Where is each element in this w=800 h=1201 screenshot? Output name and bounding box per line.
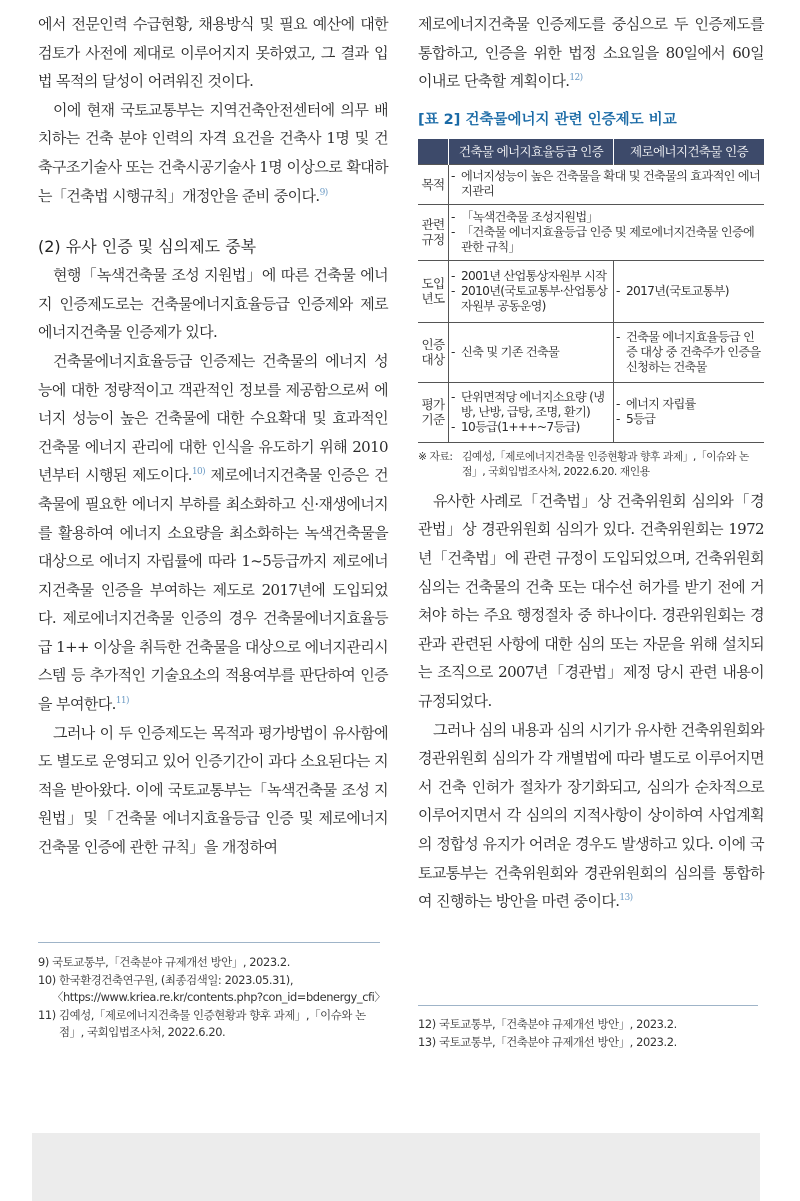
footnote: 10) 한국환경건축연구원, (최종검색일: 2023.05.31), bbox=[38, 972, 294, 987]
paragraph: 건축물에너지효율등급 인증제는 건축물의 에너지 성능에 대한 정량적이고 객관적인 정보를 제공함으로써 에너지 성능이 높은 건축물에 대한 수요확대 및 효과적인 건축물 에너지 관리에 대한 인식을 유도하기 위해 2010년부터 시행된 제도이다.$^{10)}$ 제로에너지건축물 인증은 건축물에 필요한 에너지 부하를 최소화하고 신·재생에너지를 활용하여 에너지 소요량을 최소화하는 녹색건축물을 대상으로 에너지 자립률에 따라 1~5등급까지 제로에너지건축물 인증을 부여하는 제도로 2017년에 도입되었다. 제로에너지건축물 인증의 경우 건축물에너지효율등급 1++ 이상을 취득한 건축물을 대상으로 에너지관리시스템 등 추가적인 기술요소의 적용여부를 판단하여 인증을 부여한다.$^{11)}$ bbox=[38, 351, 389, 714]
paragraph: 에서 전문인력 수급현황, 채용방식 및 필요 예산에 대한 검토가 사전에 제대로 이루어지지 못하였고, 그 결과 입법 목적의 달성이 어려워진 것이다. bbox=[38, 15, 388, 91]
footnote: 13) 국토교통부,「건축분야 규제개선 방안」, 2023.2. bbox=[418, 1034, 677, 1049]
table-cell: - 2001년 산업통상자원부 시작 - 2010년(국토교통부·산업통상자원부 공동운영) bbox=[449, 260, 614, 322]
paragraph: 현행「녹색건축물 조성 지원법」에 따른 건축물 에너지 인증제도로는 건축물에너지효율등급 인증제와 제로에너지건축물 인증제가 있다. bbox=[38, 266, 388, 342]
comparison-table bbox=[418, 139, 764, 443]
footnote-url[interactable]: 〈https://www.kriea.re.kr/contents.php?con_id=bdenergy_cfi〉 bbox=[52, 990, 386, 1004]
section-title: (2) 유사 인증 및 심의제도 중복 bbox=[38, 237, 257, 257]
footnote-ref[interactable]: 13) bbox=[619, 893, 633, 904]
table-row bbox=[418, 164, 764, 204]
right-column bbox=[418, 10, 764, 916]
table-row bbox=[418, 382, 764, 442]
footnote-divider bbox=[38, 942, 380, 943]
row-label: 목적 bbox=[418, 164, 449, 204]
table-cell: - 에너지 자립률 - 5등급 bbox=[614, 382, 765, 442]
footnotes-right bbox=[418, 1016, 764, 1051]
footnote: 9) 국토교통부,「건축분야 규제개선 방안」, 2023.2. bbox=[38, 955, 290, 969]
table-header-row bbox=[418, 139, 764, 165]
table-row bbox=[418, 260, 764, 322]
row-label: 인증 대상 bbox=[418, 322, 449, 382]
paragraph: 제로에너지건축물 인증제도를 중심으로 두 인증제도를 통합하고, 인증을 위한 법정 소요일을 80일에서 60일 이내로 단축할 계획이다.$^{12)}$ bbox=[418, 15, 764, 91]
footnote-ref[interactable]: 12) bbox=[569, 73, 583, 84]
table-cell: - 2017년(국토교통부) bbox=[614, 260, 765, 322]
table-header-cell: 제로에너지건축물 인증 bbox=[614, 139, 765, 165]
row-label: 관련 규정 bbox=[418, 204, 449, 260]
left-column bbox=[38, 10, 388, 862]
footnote-ref[interactable]: 11) bbox=[115, 696, 129, 707]
table-row bbox=[418, 204, 764, 260]
bottom-panel bbox=[32, 1133, 760, 1201]
table-cell: - 신축 및 기존 건축물 bbox=[449, 322, 614, 382]
paragraph: 이에 현재 국토교통부는 지역건축안전센터에 의무 배치하는 건축 분야 인력의 자격 요건을 건축사 1명 및 건축구조기술사 또는 건축시공기술사 1명 이상으로 확대하는「건축법 시행규칙」개정안을 준비 중이다.$^{9)}$ bbox=[38, 100, 388, 205]
footnote-ref[interactable]: 9) bbox=[319, 187, 328, 198]
table-title: [표 2] 건축물에너지 관련 인증제도 비교 bbox=[418, 111, 677, 128]
row-label: 도입 년도 bbox=[418, 260, 449, 322]
footnote: 11) 김예성,「제로에너지건축물 인증현황과 향후 과제」,「이슈와 논점」, 국회입법조사처, 2022.6.20. bbox=[38, 1007, 366, 1039]
paragraph: 그러나 이 두 인증제도는 목적과 평가방법이 유사함에도 별도로 운영되고 있어 인증기간이 과다 소요된다는 지적을 받아왔다. 이에 국토교통부는「녹색건축물 조성 지원법」및「건축물 에너지효율등급 인증 및 제로에너지건축물 인증에 관한 규칙」을 개정하여 bbox=[38, 723, 388, 857]
table-header-cell: 건축물 에너지효율등급 인증 bbox=[449, 139, 614, 165]
table-cell: - 건축물 에너지효율등급 인증 대상 중 건축주가 인증을 신청하는 건축물 bbox=[614, 322, 765, 382]
table-source: ※ 자료: 김예성,「제로에너지건축물 인증현황과 향후 과제」,「이슈와 논점」, 국회입법조사처, 2022.6.20. 재인용 bbox=[418, 449, 749, 478]
footnotes-left bbox=[38, 954, 388, 1042]
table-row bbox=[418, 322, 764, 382]
table-cell: - 에너지성능이 높은 건축물을 확대 및 건축물의 효과적인 에너지관리 bbox=[449, 164, 765, 204]
footnote: 12) 국토교통부,「건축분야 규제개선 방안」, 2023.2. bbox=[418, 1017, 677, 1031]
table-cell: - 「녹색건축물 조성지원법」 - 「건축물 에너지효율등급 인증 및 제로에너지건축물 인증에 관한 규칙」 bbox=[449, 204, 765, 260]
row-label: 평가 기준 bbox=[418, 382, 449, 442]
footnote-divider bbox=[418, 1005, 758, 1006]
paragraph: 유사한 사례로「건축법」상 건축위원회 심의와「경관법」상 경관위원회 심의가 있다. 건축위원회는 1972년「건축법」에 관련 규정이 도입되었으며, 건축위원회 심의는 건축물의 건축 또는 대수선 허가를 받기 전에 거쳐야 하는 주요 행정절차 중 하나이다. 경관위원회는 경관과 관련된 사항에 대한 심의 또는 자문을 위해 설치되는 조직으로 2007년「경관법」제정 당시 관련 내용이 규정되었다. bbox=[418, 491, 764, 710]
paragraph: 그러나 심의 내용과 심의 시기가 유사한 건축위원회와 경관위원회 심의가 각 개별법에 따라 별도로 이루어지면서 건축 인허가 절차가 장기화되고, 심의가 순차적으로 이루어지면서 각 심의의 지적사항이 상이하여 사업계획의 정합성 유지가 어려운 경우도 발생하고 있다. 이에 국토교통부는 건축위원회와 경관위원회의 심의를 통합하여 진행하는 방안을 마련 중이다.$^{13)}$ bbox=[418, 720, 764, 911]
footnote-ref[interactable]: 10) bbox=[191, 467, 206, 478]
table-header-cell bbox=[418, 139, 449, 165]
table-cell: - 단위면적당 에너지소요량 (냉방, 난방, 급탕, 조명, 환기) - 10등급(1+++~7등급) bbox=[449, 382, 614, 442]
